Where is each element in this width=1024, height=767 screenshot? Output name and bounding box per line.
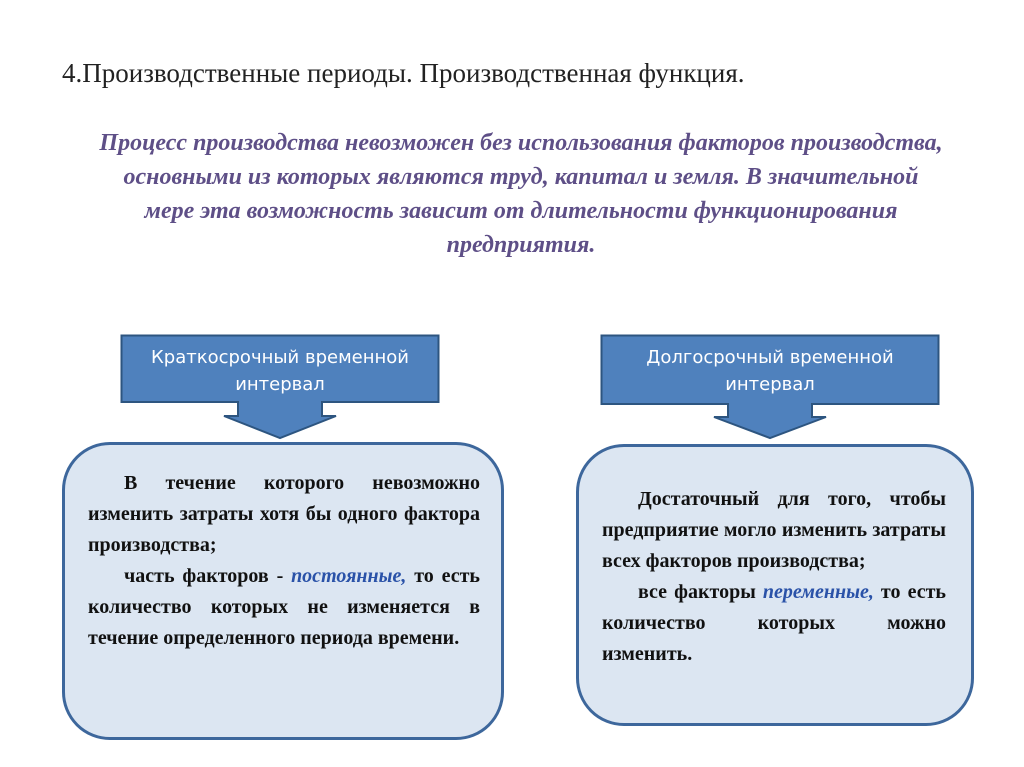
panel-long-term-text [602,484,946,670]
text-segment: то есть количество которых не изменяется в течение определенного периода времени. [88,565,480,649]
panel-short-term-paragraph-2 [88,561,480,654]
constant-factors-highlight: постоянные, [291,565,407,587]
callout-long-term-label: Долгосрочный временной интервал [646,347,894,395]
panel-short-term-paragraph-1: В течение которого невозможно изменить затраты хотя бы одного фактора производства; [88,472,480,556]
text-segment: то есть количество которых можно изменить. [602,581,946,665]
text-segment: часть факторов - [124,565,292,587]
panel-long-term-paragraph-1: Достаточный для того, чтобы предприятие могло изменить затраты всех факторов производства; [602,488,946,572]
text-segment: все факторы [638,581,763,603]
callout-long-term [600,334,940,440]
slide-title: 4.Производственные периоды. Производственная функция. [62,58,745,88]
lead-paragraph: Процесс производства невозможен без использования факторов производства, основными из которых являются труд, капитал и земля. В значительной мере эта возможность зависит от длительности функционирования предприятия. [99,130,943,258]
panel-short-term-text [88,468,480,654]
panel-long-term-paragraph-2 [602,577,946,670]
variable-factors-highlight: переменные, [762,581,874,603]
callout-short-term-label: Краткосрочный временной интервал [151,347,409,395]
callout-short-term [120,334,440,440]
